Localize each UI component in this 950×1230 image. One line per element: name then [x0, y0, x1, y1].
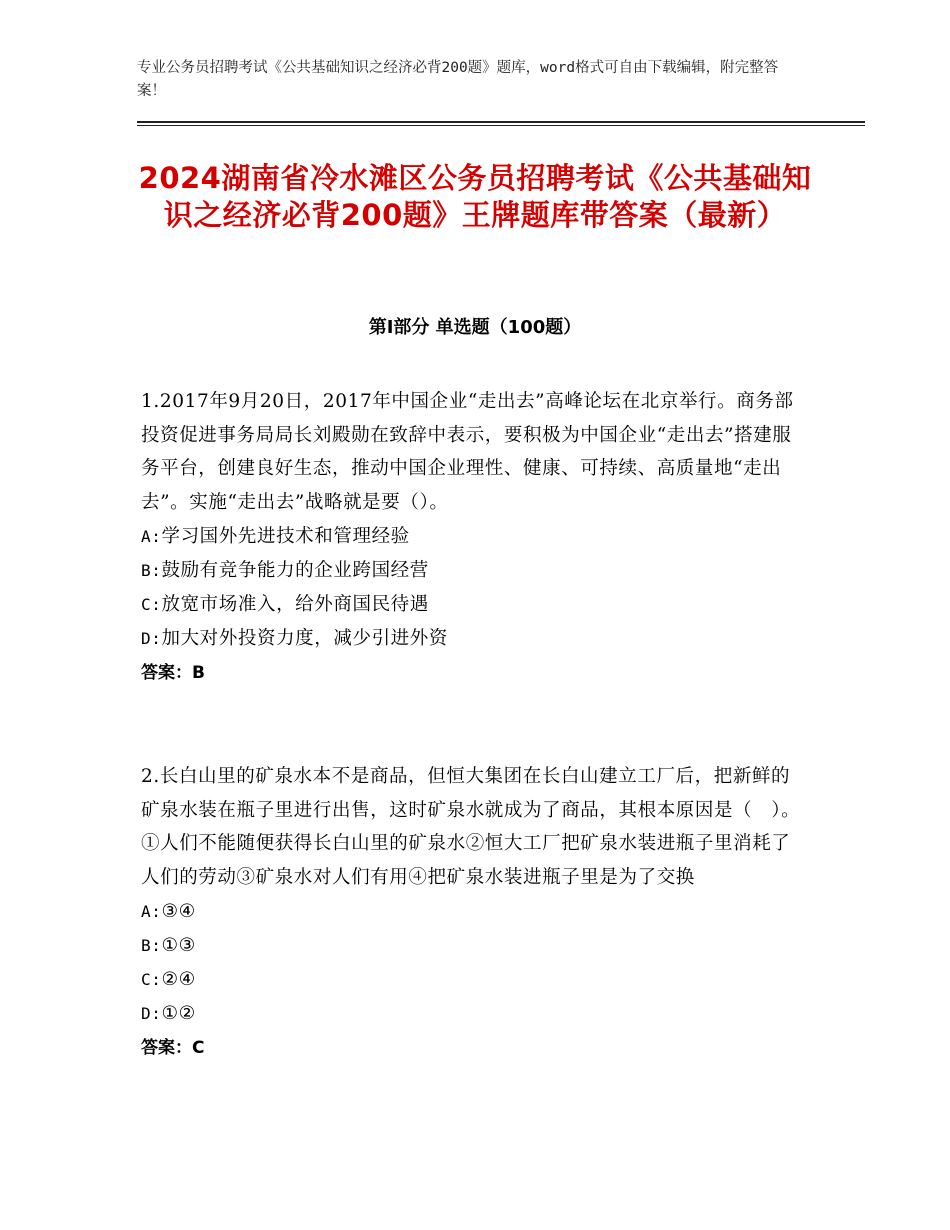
option-text: 鼓励有竞争能力的企业跨国经营	[161, 559, 429, 581]
option-letter: C:	[141, 594, 162, 614]
option-letter: D:	[141, 628, 162, 648]
option-text: 加大对外投资力度，减少引进外资	[161, 627, 448, 649]
option-text: 学习国外先进技术和管理经验	[161, 525, 410, 547]
option-text: ①②	[161, 1002, 196, 1024]
option-d	[141, 622, 801, 656]
question-2	[141, 760, 801, 1065]
option-text: ①③	[161, 934, 196, 956]
option-b	[141, 929, 801, 963]
option-letter: B:	[141, 560, 162, 580]
document-title: 2024湖南省冷水滩区公务员招聘考试《公共基础知识之经济必背200题》王牌题库带答案（最新）	[138, 161, 812, 232]
option-c	[141, 588, 801, 622]
question-stem: 2.长白山里的矿泉水本不是商品，但恒大集团在长白山建立工厂后，把新鲜的矿泉水装在瓶子里进行出售，这时矿泉水就成为了商品，其根本原因是（ ）。①人们不能随便获得长白山里的矿泉水②恒大工厂把矿泉水装进瓶子里消耗了人们的劳动③矿泉水对人们有用④把矿泉水装进瓶子里是为了交换	[141, 766, 801, 889]
header-divider-thin	[137, 125, 865, 126]
option-text: 放宽市场准入，给外商国民待遇	[161, 593, 429, 615]
option-c	[141, 963, 801, 997]
option-letter: A:	[141, 526, 162, 546]
option-text: ②④	[161, 968, 196, 990]
option-letter: B:	[141, 935, 162, 955]
header-divider	[137, 121, 865, 123]
option-letter: A:	[141, 901, 162, 921]
option-text: ③④	[161, 900, 196, 922]
option-a	[141, 895, 801, 929]
option-letter: C:	[141, 969, 162, 989]
question-1	[141, 385, 801, 690]
answer-label: 答案：B	[141, 662, 205, 683]
question-stem: 1.2017年9月20日，2017年中国企业“走出去”高峰论坛在北京举行。商务部投资促进事务局局长刘殿勋在致辞中表示，要积极为中国企业“走出去”搭建服务平台，创建良好生态，推动中国企业理性、健康、可持续、高质量地“走出去”。实施“走出去”战略就是要（）。	[141, 391, 794, 514]
answer-label: 答案：C	[141, 1037, 205, 1058]
option-b	[141, 554, 801, 588]
section-title: 第Ⅰ部分 单选题（100题）	[368, 317, 582, 338]
option-d	[141, 997, 801, 1031]
option-a	[141, 520, 801, 554]
header-note: 专业公务员招聘考试《公共基础知识之经济必背200题》题库，word格式可自由下载编辑，附完整答案！	[137, 60, 779, 99]
option-letter: D:	[141, 1003, 162, 1023]
